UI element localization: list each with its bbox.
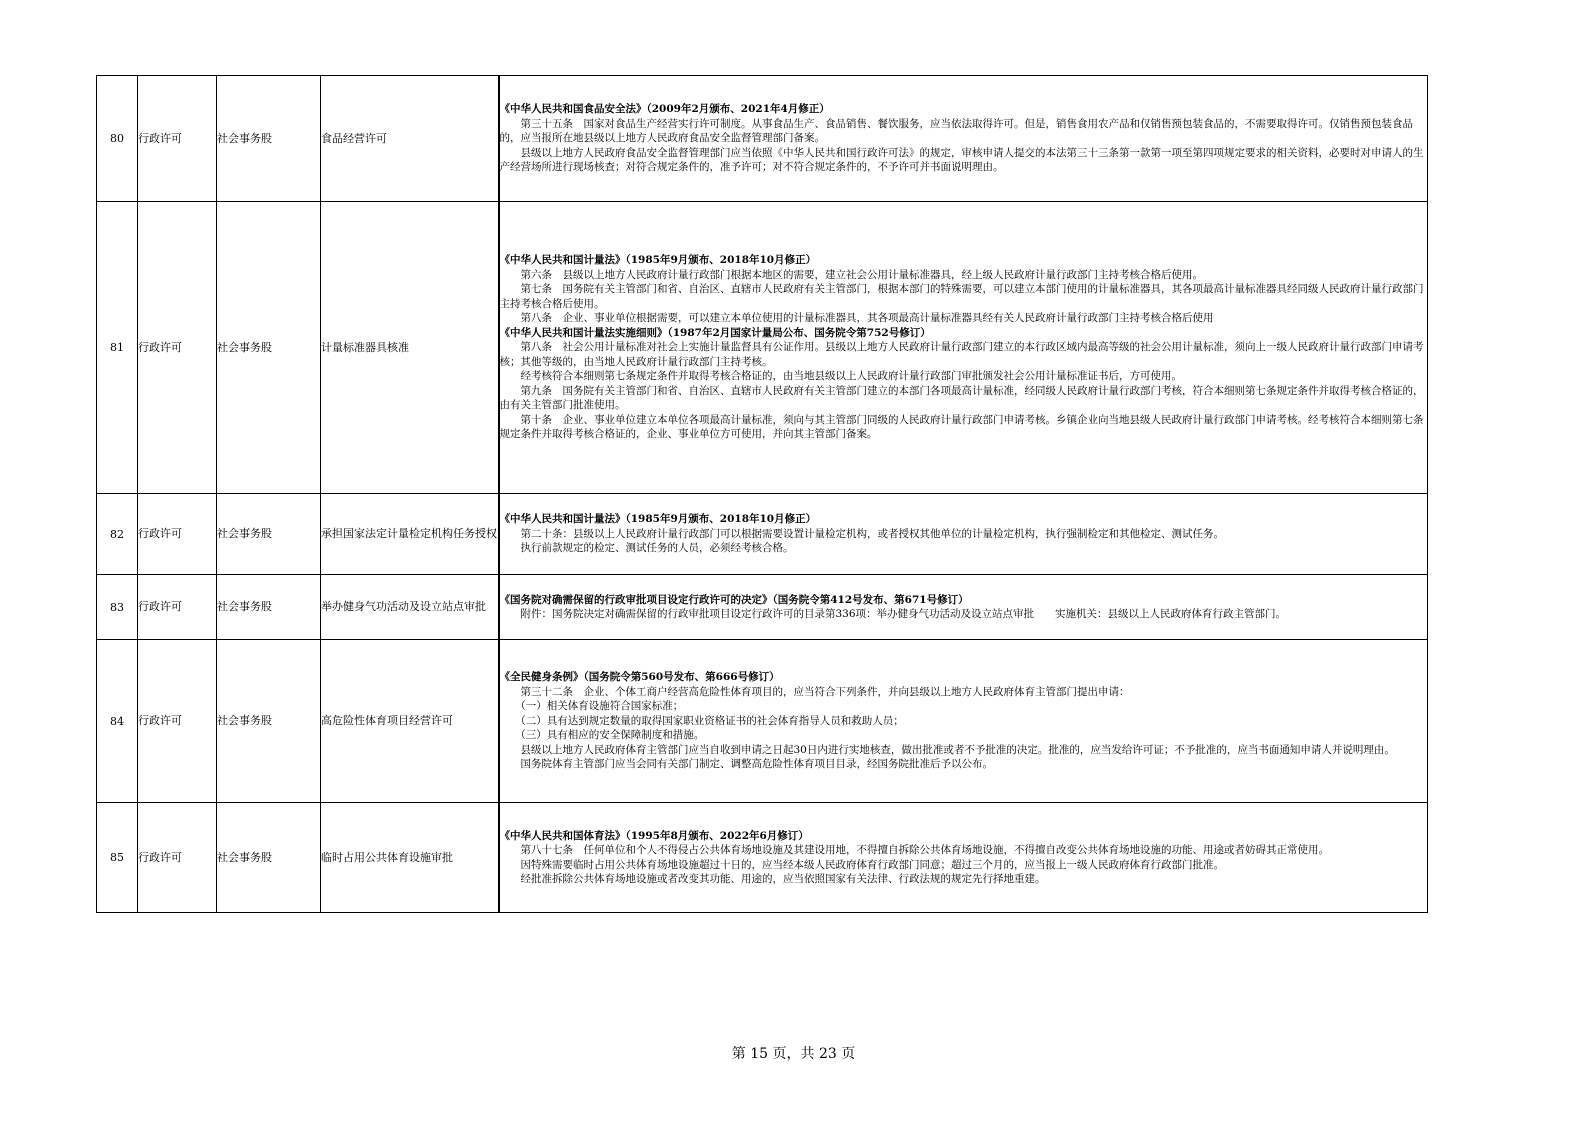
table-row xyxy=(97,640,1428,803)
legal-basis xyxy=(499,575,1428,640)
row-number: 81 xyxy=(97,202,138,494)
law-paragraph: 第八十七条 任何单位和个人不得侵占公共体育场地设施及其建设用地，不得擅自拆除公共体育场地设施，不得擅自改变公共体育场地设施的功能、用途或者妨碍其正常使用。 xyxy=(520,844,1329,856)
table-row xyxy=(97,803,1428,913)
item-name: 承担国家法定计量检定机构任务授权 xyxy=(321,494,499,575)
law-paragraph: 第十条 企业、事业单位建立本单位各项最高计量标准，须向与其主管部门同级的人民政府计量行政部门申请考核。乡镇企业向当地县级人民政府计量行政部门申请考核。经考核符合本细则第七条规定条件并取得考核合格证的，企业、事业单位方可使用，并向其主管部门备案。 xyxy=(499,413,1424,441)
table-row xyxy=(97,202,1428,494)
department: 社会事务股 xyxy=(217,803,321,913)
permission-type: 行政许可 xyxy=(138,803,217,913)
law-paragraph: 第二十条：县级以上人民政府计量行政部门可以根据需要设置计量检定机构，或者授权其他单位的计量检定机构，执行强制检定和其他检定、测试任务。 xyxy=(520,527,1224,540)
row-number: 80 xyxy=(97,76,138,202)
law-title: 《中华人民共和国食品安全法》（2009年2月颁布、2021年4月修正） xyxy=(499,103,830,116)
row-number: 85 xyxy=(97,803,138,913)
law-paragraph: 经批准拆除公共体育场地设施或者改变其功能、用途的，应当依照国家有关法律、行政法规的规定先行择地重建。 xyxy=(520,873,1046,885)
department: 社会事务股 xyxy=(217,640,321,803)
permission-type: 行政许可 xyxy=(138,640,217,803)
item-name: 高危险性体育项目经营许可 xyxy=(321,640,499,803)
table-row xyxy=(97,494,1428,575)
law-title: 《中华人民共和国体育法》（1995年8月颁布、2022年6月修订） xyxy=(499,829,809,842)
law-paragraph: 第八条 企业、事业单位根据需要，可以建立本单位使用的计量标准器具，其各项最高计量标准器具经有关人民政府计量行政部门主持考核合格后使用 xyxy=(520,312,1214,325)
law-paragraph: 第七条 国务院有关主管部门和省、自治区、直辖市人民政府有关主管部门，根据本部门的特殊需要，可以建立本部门使用的计量标准器具，其各项最高计量标准器具经同级人民政府计量行政部门主持考核合格后使用。 xyxy=(499,283,1424,310)
row-number: 82 xyxy=(97,494,138,575)
legal-basis xyxy=(499,803,1428,913)
item-name: 食品经营许可 xyxy=(321,76,499,202)
item-name: 临时占用公共体育设施审批 xyxy=(321,803,499,913)
law-paragraph: 第三十二条 企业、个体工商户经营高危险性体育项目的，应当符合下列条件，并向县级以上地方人民政府体育主管部门提出申请： xyxy=(520,685,1130,698)
legal-basis xyxy=(499,202,1428,494)
legal-basis xyxy=(499,494,1428,575)
permission-type: 行政许可 xyxy=(138,202,217,494)
law-paragraph: 附件：国务院决定对确需保留的行政审批项目设定行政许可的目录第336项：举办健身气功活动及设立站点审批 实施机关：县级以上人民政府体育行政主管部门。 xyxy=(520,608,1287,620)
law-paragraph: 第三十五条 国家对食品生产经营实行许可制度。从事食品生产、食品销售、餐饮服务，应当依法取得许可。但是，销售食用农产品和仅销售预包装食品的，不需要取得许可。仅销售预包装食品的，应当报所在地县级以上地方人民政府食品安全监督管理部门备案。 xyxy=(499,117,1413,145)
law-paragraph: 第六条 县级以上地方人民政府计量行政部门根据本地区的需要，建立社会公用计量标准器具，经上级人民政府计量行政部门主持考核合格后使用。 xyxy=(520,268,1203,281)
law-paragraph: （二）具有达到规定数量的取得国家职业资格证书的社会体育指导人员和救助人员； xyxy=(515,714,904,727)
item-name: 计量标准器具核准 xyxy=(321,202,499,494)
table-row xyxy=(97,76,1428,202)
law-title: 《全民健身条例》（国务院令第560号发布、第666号修订） xyxy=(499,671,780,684)
law-title: 《中华人民共和国计量法》（1985年9月颁布、2018年10月修正） xyxy=(499,254,817,267)
department: 社会事务股 xyxy=(217,76,321,202)
item-name: 举办健身气功活动及设立站点审批 xyxy=(321,575,499,640)
law-title: 《中华人民共和国计量法实施细则》（1987年2月国家计量局公布、国务院令第752号修订） xyxy=(499,326,931,339)
legal-basis xyxy=(499,76,1428,202)
permission-type: 行政许可 xyxy=(138,575,217,640)
law-paragraph: （三）具有相应的安全保障制度和措施。 xyxy=(515,729,705,742)
page-footer: 第 15 页，共 23 页 xyxy=(731,1046,856,1062)
law-paragraph: 执行前款规定的检定、测试任务的人员，必须经考核合格。 xyxy=(520,542,794,555)
law-title: 《中华人民共和国计量法》（1985年9月颁布、2018年10月修正） xyxy=(499,513,817,526)
law-paragraph: 因特殊需要临时占用公共体育场地设施超过十日的，应当经本级人民政府体育行政部门同意；超过三个月的，应当报上一级人民政府体育行政部门批准。 xyxy=(520,858,1224,871)
department: 社会事务股 xyxy=(217,202,321,494)
permission-type: 行政许可 xyxy=(138,76,217,202)
law-paragraph: 第八条 社会公用计量标准对社会上实施计量监督具有公证作用。县级以上地方人民政府计量行政部门建立的本行政区域内最高等级的社会公用计量标准，须向上一级人民政府计量行政部门申请考核；其他等级的，由当地人民政府计量行政部门主持考核。 xyxy=(499,341,1424,368)
permission-table xyxy=(96,75,1428,913)
row-number: 84 xyxy=(97,640,138,803)
law-paragraph: （一）相关体育设施符合国家标准； xyxy=(515,700,684,713)
department: 社会事务股 xyxy=(217,575,321,640)
table-row xyxy=(97,575,1428,640)
permission-type: 行政许可 xyxy=(138,494,217,575)
law-paragraph: 经考核符合本细则第七条规定条件并取得考核合格证的，由当地县级以上人民政府计量行政部门审批颁发社会公用计量标准证书后，方可使用。 xyxy=(520,370,1182,383)
row-number: 83 xyxy=(97,575,138,640)
law-paragraph: 国务院体育主管部门应当会同有关部门制定、调整高危险性体育项目目录，经国务院批准后予以公布。 xyxy=(520,758,993,771)
law-paragraph: 县级以上地方人民政府体育主管部门应当自收到申请之日起30日内进行实地核查，做出批准或者不予批准的决定。批准的，应当发给许可证；不予批准的，应当书面通知申请人并说明理由。 xyxy=(520,743,1395,756)
law-paragraph: 县级以上地方人民政府食品安全监督管理部门应当依照《中华人民共和国行政许可法》的规定，审核申请人提交的本法第三十三条第一款第一项至第四项规定要求的相关资料，必要时对申请人的生产经营场所进行现场核查；对符合规定条件的，准予许可；对不符合规定条件的，不予许可并书面说明理由。 xyxy=(499,146,1424,174)
law-title: 《国务院对确需保留的行政审批项目设定行政许可的决定》（国务院令第412号发布、第671号修订） xyxy=(499,593,969,606)
department: 社会事务股 xyxy=(217,494,321,575)
law-paragraph: 第九条 国务院有关主管部门和省、自治区、直辖市人民政府有关主管部门建立的本部门各项最高计量标准，经同级人民政府计量行政部门考核，符合本细则第七条规定条件并取得考核合格证的，由有关主管部门批准使用。 xyxy=(499,384,1424,412)
legal-basis xyxy=(499,640,1428,803)
